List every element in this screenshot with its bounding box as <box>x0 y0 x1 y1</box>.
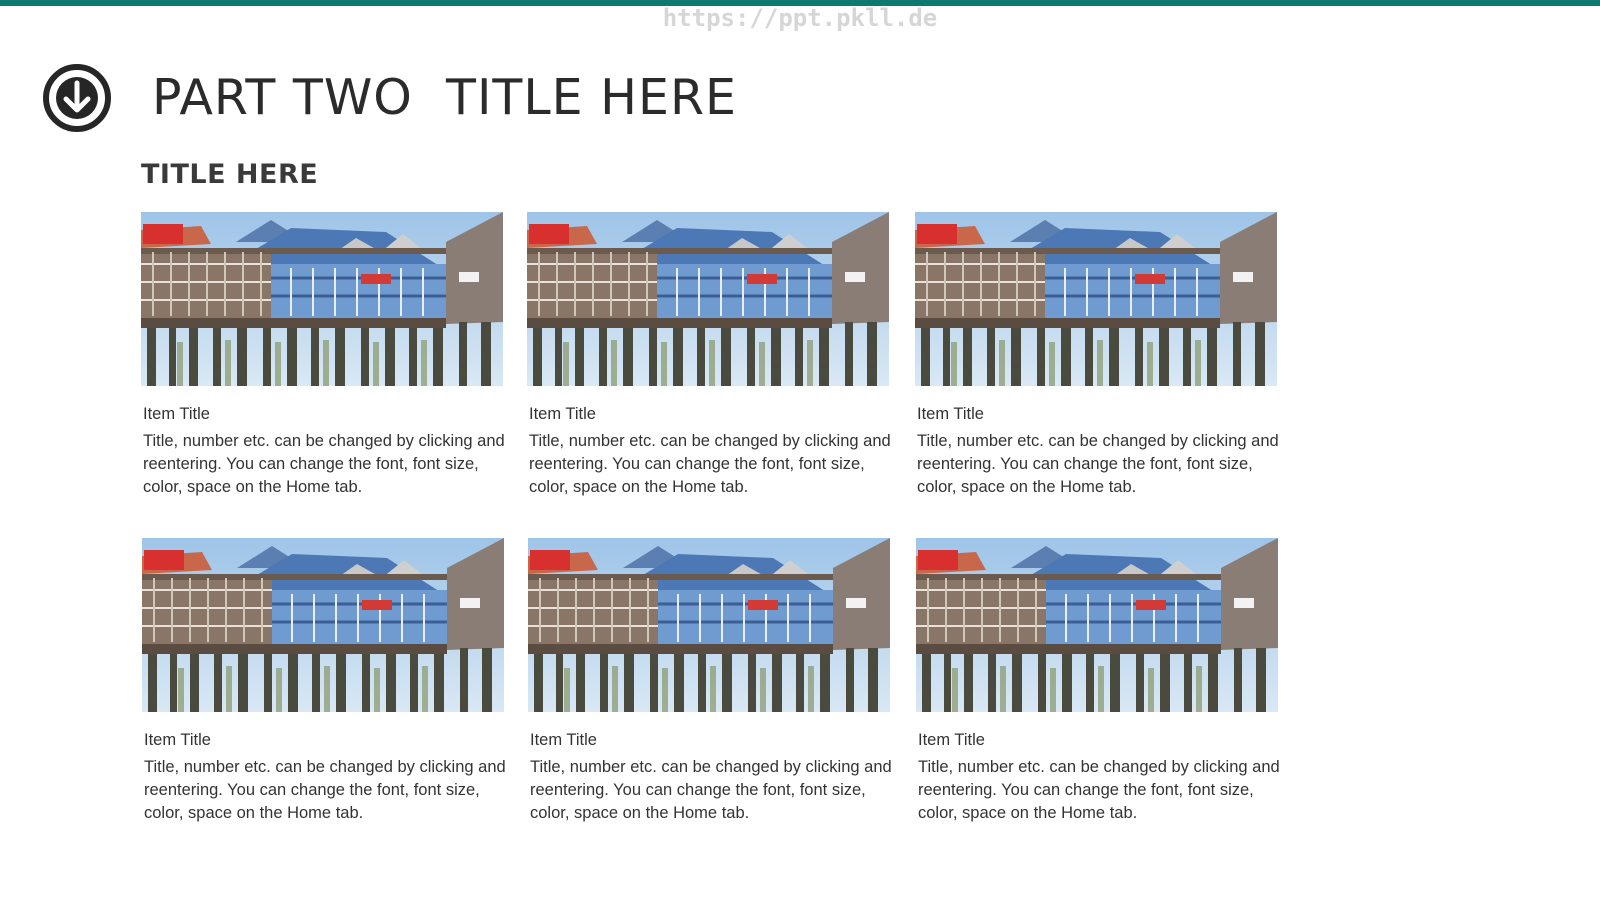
item-card <box>141 212 521 499</box>
item-title: Item Title <box>143 405 210 423</box>
item-title: Item Title <box>530 731 597 749</box>
item-card <box>915 212 1295 499</box>
watermark-url: https://ppt.pkll.de <box>662 4 938 32</box>
pier-photo <box>528 538 890 712</box>
item-card <box>916 538 1296 825</box>
pier-photo <box>527 212 889 386</box>
page-title: PART TWO TITLE HERE <box>152 69 737 126</box>
item-card <box>142 538 522 825</box>
item-title: Item Title <box>918 731 985 749</box>
item-title: Item Title <box>529 405 596 423</box>
item-card <box>527 212 907 499</box>
item-description: Title, number etc. can be changed by clicking and reentering. You can change the font, font size, color, space on the Home tab. <box>918 758 1280 822</box>
section-title: TITLE HERE <box>141 159 319 190</box>
item-description: Title, number etc. can be changed by clicking and reentering. You can change the font, font size, color, space on the Home tab. <box>917 432 1279 496</box>
pier-photo <box>141 212 503 386</box>
pier-photo <box>915 212 1277 386</box>
item-description: Title, number etc. can be changed by clicking and reentering. You can change the font, font size, color, space on the Home tab. <box>530 758 892 822</box>
item-title: Item Title <box>917 405 984 423</box>
pier-photo <box>142 538 504 712</box>
item-description: Title, number etc. can be changed by clicking and reentering. You can change the font, font size, color, space on the Home tab. <box>143 432 505 496</box>
item-description: Title, number etc. can be changed by clicking and reentering. You can change the font, font size, color, space on the Home tab. <box>144 758 506 822</box>
pier-photo <box>916 538 1278 712</box>
item-description: Title, number etc. can be changed by clicking and reentering. You can change the font, font size, color, space on the Home tab. <box>529 432 891 496</box>
item-title: Item Title <box>144 731 211 749</box>
arrow-down-circle-icon <box>41 62 113 134</box>
item-card <box>528 538 908 825</box>
